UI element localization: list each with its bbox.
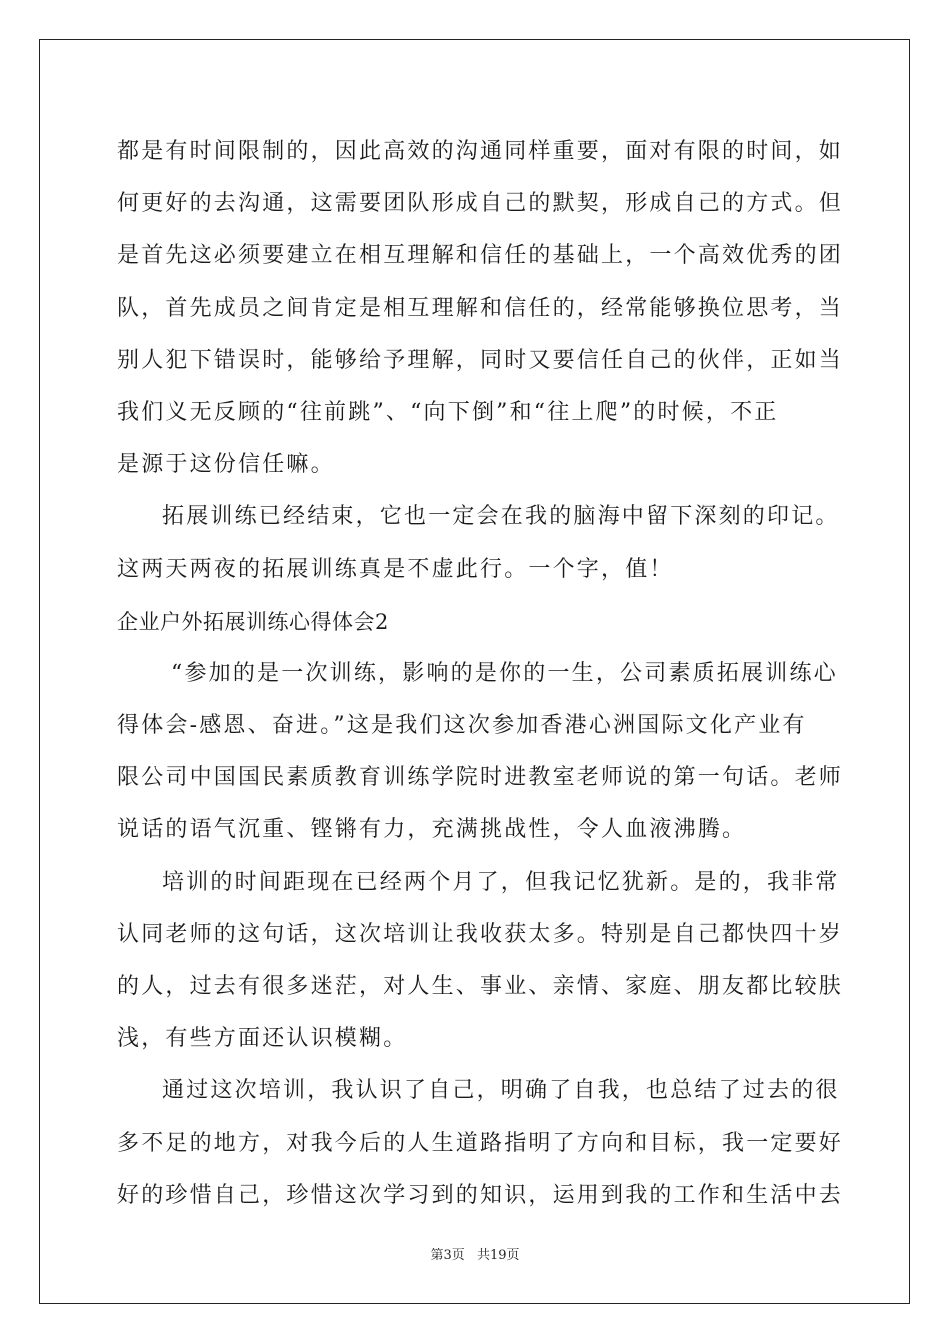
paragraph <box>117 126 844 491</box>
text-line: 通过这次培训，我认识了自己，明确了自我，也总结了过去的很 <box>162 1078 840 1104</box>
paragraph <box>117 857 844 1066</box>
text-line: 是首先这必须要建立在相互理解和信任的基础上，一个高效优秀的团 <box>117 243 844 269</box>
text-line: 都是有时间限制的，因此高效的沟通同样重要，面对有限的时间，如 <box>117 139 844 164</box>
text-line: 培训的时间距现在已经两个月了，但我记忆犹新。是的，我非常 <box>162 869 840 895</box>
text-line: 浅，有些方面还认识模糊。 <box>117 1026 408 1052</box>
document-body <box>117 126 844 1222</box>
text-line: 别人犯下错误时，能够给予理解，同时又要信任自己的伙伴，正如当 <box>117 347 844 373</box>
page-footer <box>0 1244 950 1263</box>
text-line: 这两天两夜的拓展训练真是不虚此行。一个字，值！ <box>117 556 674 582</box>
text-line: 好的珍惜自己，珍惜这次学习到的知识，运用到我的工作和生活中去 <box>117 1182 844 1208</box>
text-line: 我们义无反顾的“往前跳”、“向下倒”和“往上爬”的时候，不正 <box>117 399 779 425</box>
text-line: “参加的是一次训练，影响的是你的一生，公司素质拓展训练心 <box>171 660 838 686</box>
text-line: 多不足的地方，对我今后的人生道路指明了方向和目标，我一定要好 <box>117 1130 844 1156</box>
text-line: 说话的语气沉重、铿锵有力，充满挑战性，令人血液沸腾。 <box>117 817 747 843</box>
total-pages: 共19页 <box>476 1248 520 1263</box>
text-line: 队，首先成员之间肯定是相互理解和信任的，经常能够换位思考，当 <box>117 295 844 321</box>
text-line: 限公司中国国民素质教育训练学院时进教室老师说的第一句话。老师 <box>117 765 844 791</box>
section-heading: 企业户外拓展训练心得体会2 <box>117 609 389 634</box>
paragraph <box>117 648 844 857</box>
text-line: 拓展训练已经结束，它也一定会在我的脑海中留下深刻的印记。 <box>162 504 840 530</box>
paragraph <box>117 1065 844 1222</box>
text-line: 得体会-感恩、奋进。”这是我们这次参加香港心洲国际文化产业有 <box>117 713 807 739</box>
current-page-number: 第3页 <box>430 1248 465 1263</box>
text-line: 何更好的去沟通，这需要团队形成自己的默契，形成自己的方式。但 <box>117 191 844 217</box>
text-line: 是源于这份信任嘛。 <box>117 452 335 478</box>
text-line: 认同老师的这句话，这次培训让我收获太多。特别是自己都快四十岁 <box>117 921 844 947</box>
paragraph <box>117 491 840 595</box>
text-line: 的人，过去有很多迷茫，对人生、事业、亲情、家庭、朋友都比较肤 <box>117 974 844 999</box>
